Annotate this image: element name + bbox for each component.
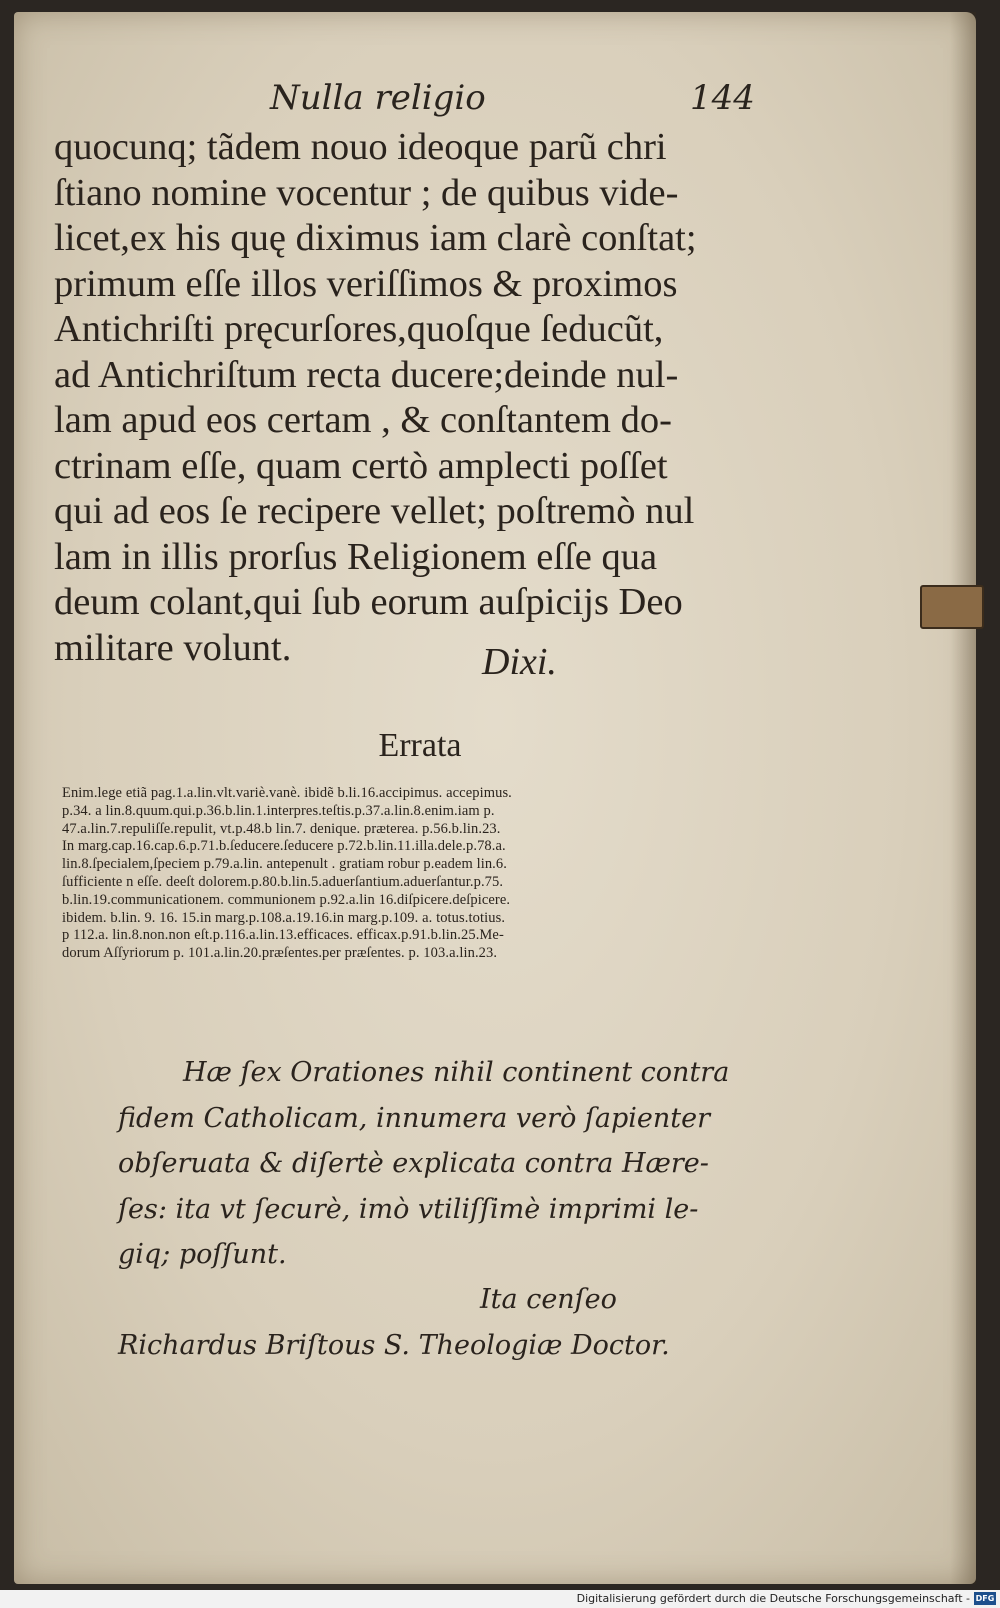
body-line: Antichriſti pręcurſores,quoſque ſeducũt,: [54, 308, 664, 350]
approbation-line: Hæ ſex Orationes nihil continent contra: [183, 1057, 730, 1088]
body-line: primum eſſe illos veriſſimos & proximos: [54, 262, 678, 305]
errata-list: [62, 785, 782, 963]
body-line: ctrinam eſſe, quam certò amplecti poſſet: [54, 444, 668, 487]
errata-line: ſufficiente n eſſe. deeſt dolorem.p.80.b.lin.5.aduerſantium.aduerſantur.p.75.: [62, 873, 504, 890]
approbation-line: fidem Catholicam, innumera verò ſapienter: [118, 1102, 711, 1134]
footer-credit: Digitalisierung gefördert durch die Deutsche Forschungsgemeinschaft -: [576, 1592, 970, 1605]
dfg-logo: DFG: [975, 1594, 995, 1603]
body-line: militare volunt.: [54, 626, 292, 669]
errata-heading: Errata: [378, 727, 462, 764]
digitization-footer: [0, 1590, 1000, 1608]
page-edge-shadow: [950, 12, 976, 1584]
body-line: lam apud eos certam , & conſtantem do-: [54, 399, 672, 441]
approbation-line: giq; poſſunt.: [118, 1239, 287, 1270]
ita-censeo: Ita cenſeo: [480, 1284, 617, 1315]
body-line: ſtiano nomine vocentur ; de quibus vide-: [54, 171, 679, 214]
body-line: ad Antichriſtum recta ducere;deinde nul-: [54, 353, 679, 396]
body-line: quocunq; tãdem nouo ideoque parũ chri: [54, 126, 667, 168]
closing-word: Dixi.: [482, 641, 557, 683]
body-line: lam in illis prorſus Religionem eſſe qua: [54, 535, 658, 578]
errata-line: 47.a.lin.7.repuliſſe.repulit, vt.p.48.b lin.7. denique. præterea. p.56.b.lin.23.: [62, 820, 501, 837]
body-line: deum colant,qui ſub eorum auſpicijs Deo: [54, 581, 683, 623]
approbation-text: [118, 1050, 798, 1278]
approbation-line: ſes: ita vt ſecurè, imò vtiliſſimè imprimi le-: [118, 1193, 699, 1225]
errata-line: b.lin.19.communicationem. communionem p.92.a.lin 16.diſpicere.deſpicere.: [62, 891, 511, 908]
errata-line: p 112.a. lin.8.non.non eſt.p.116.a.lin.13.efficaces. efficax.p.91.b.lin.25.Me-: [62, 927, 504, 944]
errata-line: lin.8.ſpecialem,ſpeciem p.79.a.lin. antepenult . gratiam robur p.eadem lin.6.: [62, 856, 507, 873]
errata-line: ibidem. b.lin. 9. 16. 15.in marg.p.108.a.19.16.in marg.p.109. a. totus.totius.: [62, 909, 506, 926]
running-head: Nulla religio: [270, 78, 486, 118]
approbation-line: obſeruata & diſertè explicata contra Hære-: [118, 1148, 709, 1179]
errata-line: p.34. a lin.8.quum.qui.p.36.b.lin.1.interpres.teſtis.p.37.a.lin.8.enim.iam p.: [62, 802, 495, 819]
bookmark-tab: [920, 585, 984, 629]
censor-signature: Richardus Briſtous S. Theologiæ Doctor.: [118, 1330, 670, 1361]
errata-line: Enim.lege etiã pag.1.a.lin.vlt.variè.vanè. ibidẽ b.li.16.accipimus. accepimus.: [62, 785, 512, 801]
body-line: licet,ex his quę diximus iam clarè conſtat;: [54, 217, 697, 259]
errata-line: dorum Aſſyriorum p. 101.a.lin.20.præſentes.per præſentes. p. 103.a.lin.23.: [62, 945, 498, 962]
body-text: [54, 125, 774, 671]
page-number: 144: [690, 78, 755, 118]
errata-line: In marg.cap.16.cap.6.p.71.b.ſeducere.ſeducere p.72.b.lin.11.illa.dele.p.78.a.: [62, 838, 506, 855]
body-line: qui ad eos ſe recipere vellet; poſtremò nul: [54, 490, 695, 532]
